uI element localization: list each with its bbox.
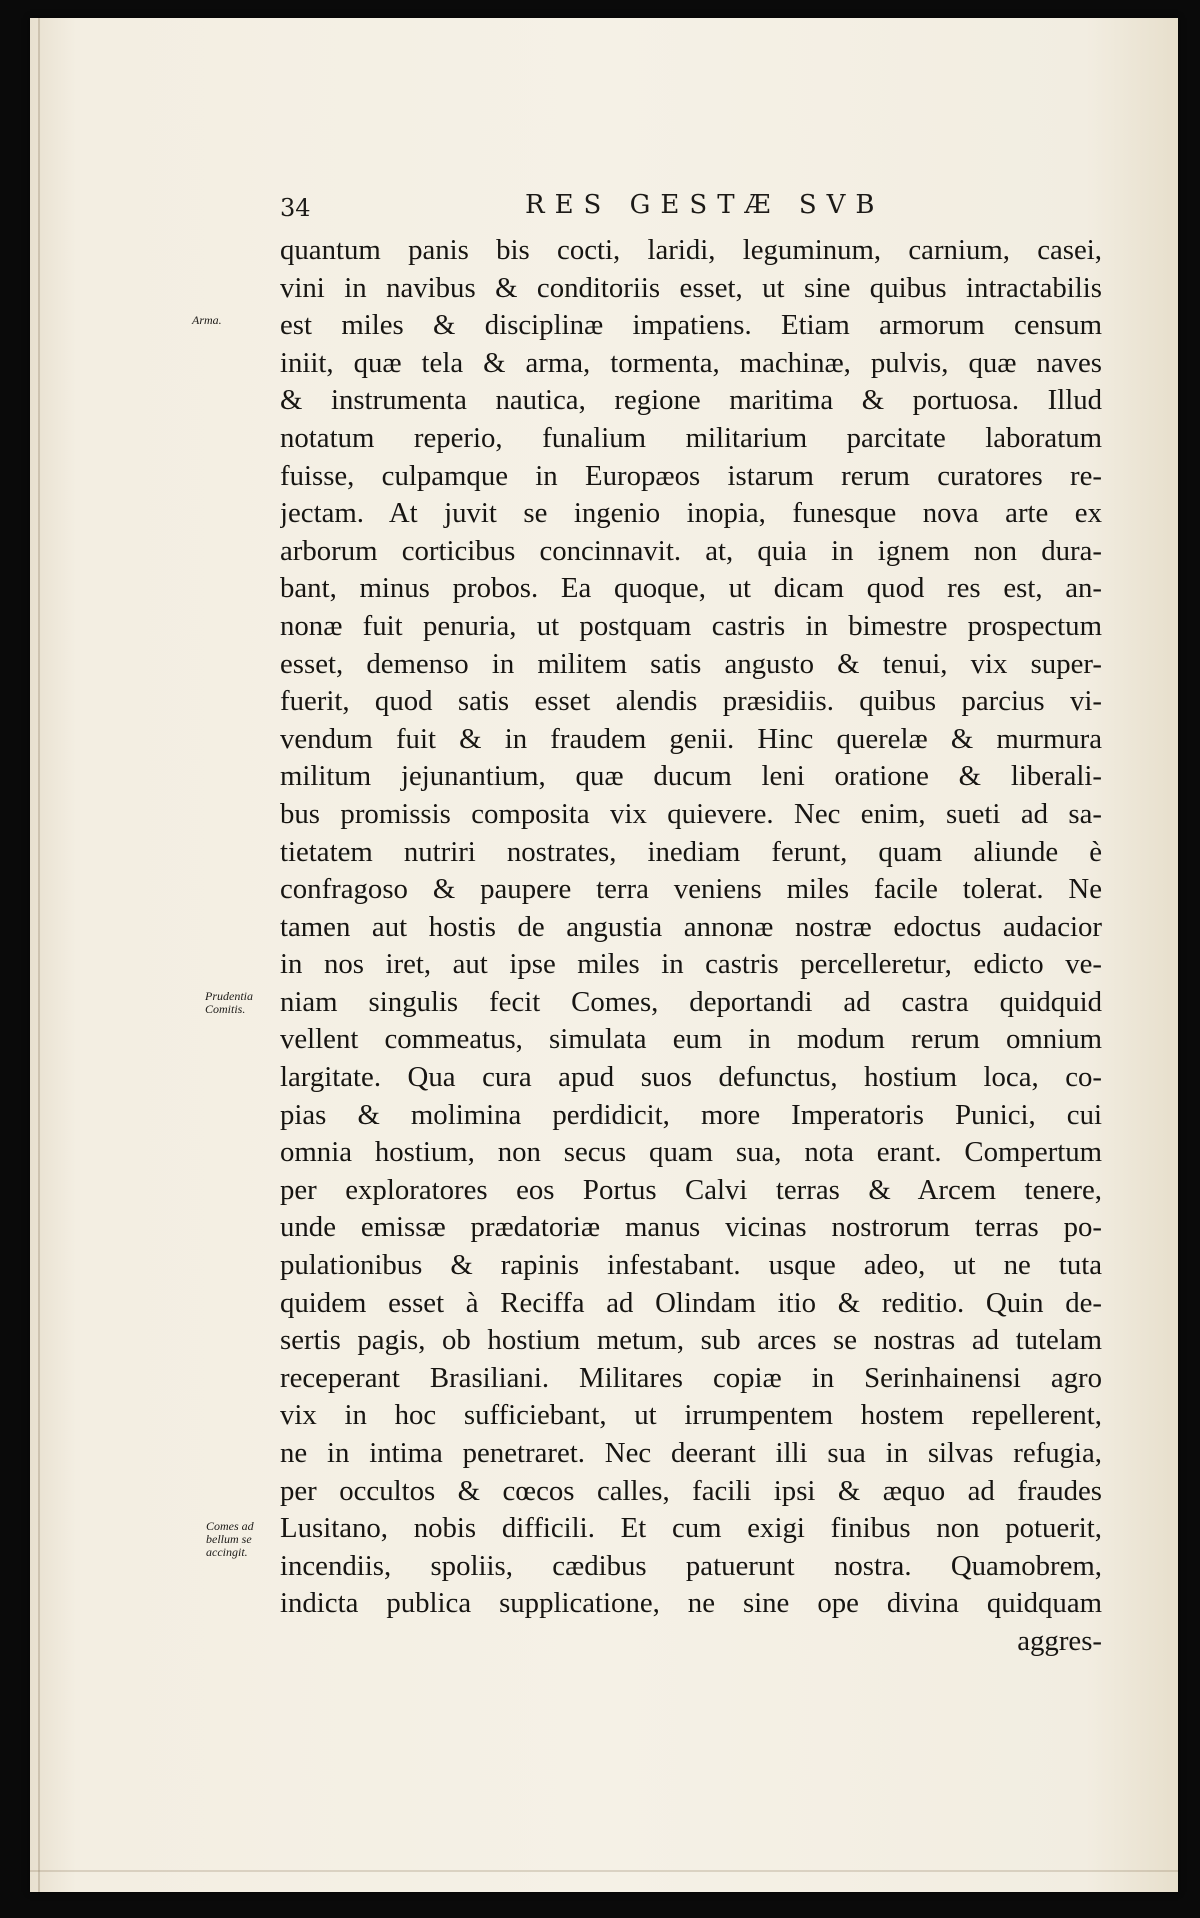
text-line: notatum reperio, funalium militarium parcitate laboratum (280, 421, 1102, 454)
text-line: & instrumenta nautica, regione maritima & portuosa. Illud (280, 384, 1102, 417)
text-line: ne in intima penetraret. Nec deerant illi sua in silvas refugia, (280, 1437, 1102, 1469)
margin-note-arma (192, 314, 222, 327)
text-line: indicta publica supplicatione, ne sine ope divina quidquam (280, 1587, 1102, 1620)
text-line: incendiis, spoliis, cædibus patuerunt nostra. Quamobrem, (280, 1549, 1102, 1582)
text-line: fuisse, culpamque in Europæos istarum rerum curatores re- (280, 459, 1102, 492)
text-line: fuerit, quod satis esset alendis præsidiis. quibus parcius vi- (280, 685, 1102, 718)
text-line: vellent commeatus, simulata eum in modum rerum omnium (280, 1023, 1102, 1056)
text-line: in nos iret, aut ipse miles in castris percelleretur, edicto ve- (280, 948, 1102, 981)
text-line: militum jejunantium, quæ ducum leni oratione & liberali- (280, 760, 1102, 793)
book-page (30, 18, 1178, 1892)
margin-note-comes (206, 1520, 254, 1559)
text-line: omnia hostium, non secus quam sua, nota erant. Compertum (280, 1136, 1102, 1169)
text-line: jectam. At juvit se ingenio inopia, funesque nova arte ex (280, 497, 1102, 530)
text-line: largitate. Qua cura apud suos defunctus, hostium loca, co- (280, 1061, 1102, 1094)
text-line: nonæ fuit penuria, ut postquam castris in bimestre prospectum (280, 609, 1102, 642)
margin-note-line: accingit. (206, 1545, 248, 1559)
text-line: sertis pagis, ob hostium metum, sub arces se nostras ad tutelam (280, 1324, 1102, 1357)
text-line: niam singulis fecit Comes, deportandi ad castra quidquid (280, 985, 1102, 1018)
text-line: tietatem nutriri nostrates, inediam ferunt, quam aliunde è (280, 835, 1102, 868)
running-head (280, 190, 920, 230)
text-line: quidem esset à Reciffa ad Olindam itio & reditio. Quin de- (280, 1286, 1102, 1319)
page-number: 34 (280, 194, 311, 222)
text-line: per exploratores eos Portus Calvi terras & Arcem tenere, (280, 1173, 1102, 1206)
text-line: vendum fuit & in fraudem genii. Hinc querelæ & murmura (280, 722, 1102, 755)
margin-note-line: Comitis. (205, 1002, 246, 1016)
text-line: iniit, quæ tela & arma, tormenta, machinæ, pulvis, quæ naves (280, 346, 1102, 379)
margin-note-line: Prudentia (205, 989, 253, 1003)
text-line: Lusitano, nobis difficili. Et cum exigi finibus non potuerit, (280, 1512, 1102, 1545)
text-line: bant, minus probos. Ea quoque, ut dicam quod res est, an- (280, 572, 1102, 605)
text-line: tamen aut hostis de angustia annonæ nostræ edoctus audacior (280, 910, 1102, 943)
body-text (280, 232, 1102, 1661)
text-line: esset, demenso in militem satis angusto & tenui, vix super- (280, 647, 1102, 680)
text-line: vini in navibus & conditoriis esset, ut sine quibus intractabilis (280, 271, 1102, 304)
text-line: vix in hoc sufficiebant, ut irrumpentem hostem repellerent, (280, 1399, 1102, 1432)
text-line: per occultos & cœcos calles, facili ipsi & æquo ad fraudes (280, 1474, 1102, 1507)
text-line: pulationibus & rapinis infestabant. usque adeo, ut ne tuta (280, 1249, 1102, 1282)
text-line: bus promissis composita vix quievere. Nec enim, sueti ad sa- (280, 797, 1102, 830)
text-line: arborum corticibus concinnavit. at, quia in ignem non dura- (280, 534, 1102, 567)
text-line: est miles & disciplinæ impatiens. Etiam armorum censum (280, 309, 1102, 342)
text-line: receperant Brasiliani. Militares copiæ in Serinhainensi agro (280, 1361, 1102, 1394)
text-line: pias & molimina perdidicit, more Imperatoris Punici, cui (280, 1098, 1102, 1131)
catchword: aggres- (1017, 1624, 1102, 1657)
margin-note-line: Arma. (192, 313, 222, 327)
text-line: confragoso & paupere terra veniens miles facile tolerat. Ne (280, 873, 1102, 906)
text-line: quantum panis bis cocti, laridi, leguminum, carnium, casei, (280, 234, 1102, 266)
margin-note-prudentia (205, 990, 253, 1016)
margin-note-line: bellum se (206, 1532, 252, 1546)
text-line: unde emissæ prædatoriæ manus vicinas nostrorum terras po- (280, 1211, 1102, 1244)
margin-note-line: Comes ad (206, 1519, 254, 1533)
running-title: RES GESTÆ SVB (525, 190, 885, 220)
